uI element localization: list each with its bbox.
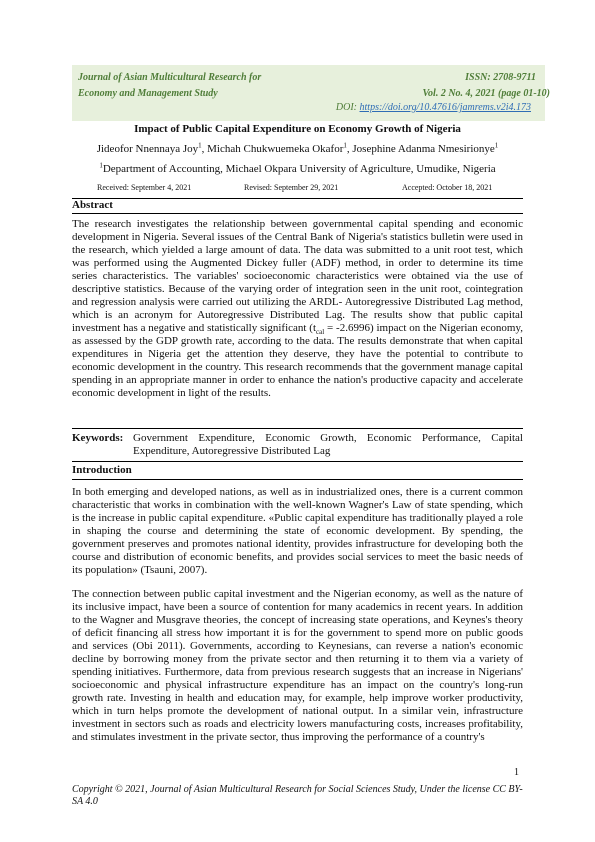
author-separator: , <box>346 143 353 155</box>
author-1-affiliation-mark: 1 <box>198 141 202 150</box>
t-statistic-subscript: cal <box>316 328 325 337</box>
abstract-heading-rule <box>72 213 523 214</box>
introduction-paragraph-1: In both emerging and developed nations, as well as in industrialized ones, there is a current common characteristic that works in combination with the well-known Wagner's Law of state spending, which is the increase in public capital expenditure. «Public capital expenditure has traditionally played a role in shaping the course and determining the state of economic development. By spending, the government preserves and promotes national identity, provides infrastructure for developing both the course and distribution of economic benefits, and provides social services to meet the basic needs of its population» (Tsauni, 2007). <box>72 486 523 576</box>
introduction-heading-rule <box>72 479 523 480</box>
volume-info: Vol. 2 No. 4, 2021 (page 01-10) <box>422 88 550 99</box>
author-list <box>72 143 523 155</box>
abstract-text-part2: = -2.6996) impact on the Nigerian economy, as assessed by the GDP growth rate, according to the data. The results demonstrate that when capital expenditures in Nigeria get the attention they deserve, they have the potential to contribute to economic development in the country. This research recommends that the government manage capital spending in an appropriate manner in order to enhance the nation's productive capacity and accelerate economic development in light of the results. <box>72 322 523 399</box>
journal-name-line2: Economy and Management Study <box>78 88 218 99</box>
accepted-date: Accepted: October 18, 2021 <box>402 183 493 192</box>
author-3: Josephine Adanma Nmesirionye <box>352 143 495 155</box>
author-separator: , <box>201 143 208 155</box>
introduction-top-rule <box>72 461 523 462</box>
affiliation-mark: 1 <box>99 161 103 170</box>
doi-label: DOI: <box>335 102 360 113</box>
keywords-text: Government Expenditure, Economic Growth, Economic Performance, Capital Expenditure, Autoregressive Distributed Lag <box>133 432 523 457</box>
author-3-affiliation-mark: 1 <box>494 141 499 150</box>
issn: ISSN: 2708-9711 <box>465 72 536 83</box>
article-title: Impact of Public Capital Expenditure on Economy Growth of Nigeria <box>134 123 461 135</box>
abstract-text <box>72 218 523 400</box>
revised-date: Revised: September 29, 2021 <box>244 183 339 192</box>
affiliation-text: Department of Accounting, Michael Okpara University of Agriculture, Umudike, Nigeria <box>102 163 496 175</box>
doi-line <box>336 102 531 114</box>
affiliation <box>72 163 523 175</box>
introduction-paragraph-2: The connection between public capital investment and the Nigerian economy, as well as the nature of its inclusive impact, have been a source of contention for many academics in recent years. In addition to the Wagner and Musgrave theories, the concept of increasing state operations, and Keynes's theory of deficit financing all stress how important it is for the government to spend more on public goods and services (Obi 2011). Governments, according to Keynesians, can reverse a nation's economic decline by borrowing money from the private sector and then returning it to them via a variety of spending initiatives. Furthermore, data from previous research suggests that an increase in Nigerians' socioeconomic and physical infrastructure expenditure has an impact on the country's long-run growth rate. Investing in health and education may, for example, help improve worker productivity, which in turn helps promote the development of national output. In a similar vein, infrastructure investment in sectors such as roads and electricity lowers manufacturing costs, increases profitability, and stimulates investment in the private sector, thus improving the performance of a country's <box>72 588 523 743</box>
copyright-footer: Copyright © 2021, Journal of Asian Multicultural Research for Social Sciences Study, Under the license CC BY-SA 4.0 <box>72 784 523 807</box>
page-number: 1 <box>514 767 519 778</box>
doi-link[interactable]: https://doi.org/10.47616/jamrems.v2i4.173 <box>359 102 531 113</box>
abstract-heading: Abstract <box>72 199 113 211</box>
journal-name-line1: Journal of Asian Multicultural Research for <box>78 72 262 83</box>
received-date: Received: September 4, 2021 <box>97 183 192 192</box>
author-1: Jideofor Nnennaya Joy <box>96 143 199 155</box>
abstract-top-rule <box>72 198 523 199</box>
author-2: Michah Chukwuemeka Okafor <box>207 143 344 155</box>
abstract-bottom-rule <box>72 428 523 429</box>
introduction-heading: Introduction <box>72 464 132 476</box>
abstract-text-part1: The research investigates the relationship between governmental capital spending and economic development in Nigeria. Several issues of the Central Bank of Nigeria's statistics bulletin were used in the research, which yielded a large amount of data. The data was submitted to a unit root test, which was performed using the Augmented Dickey fuller (ADF) method, in order to determine its time series characteristics. The variables' socioeconomic characteristics were obtained via the use of descriptive statistics. Because of the varying order of integration seen in the unit root, cointegration and regression analysis were carried out utilizing the ARDL- Autoregressive Distributed Lag method, which is an acronym for Autoregressive Distributed Lag. The results show that public capital investment has a negative and statistically significant (t <box>72 218 523 334</box>
keywords-label: Keywords: <box>72 432 124 444</box>
author-2-affiliation-mark: 1 <box>343 141 347 150</box>
